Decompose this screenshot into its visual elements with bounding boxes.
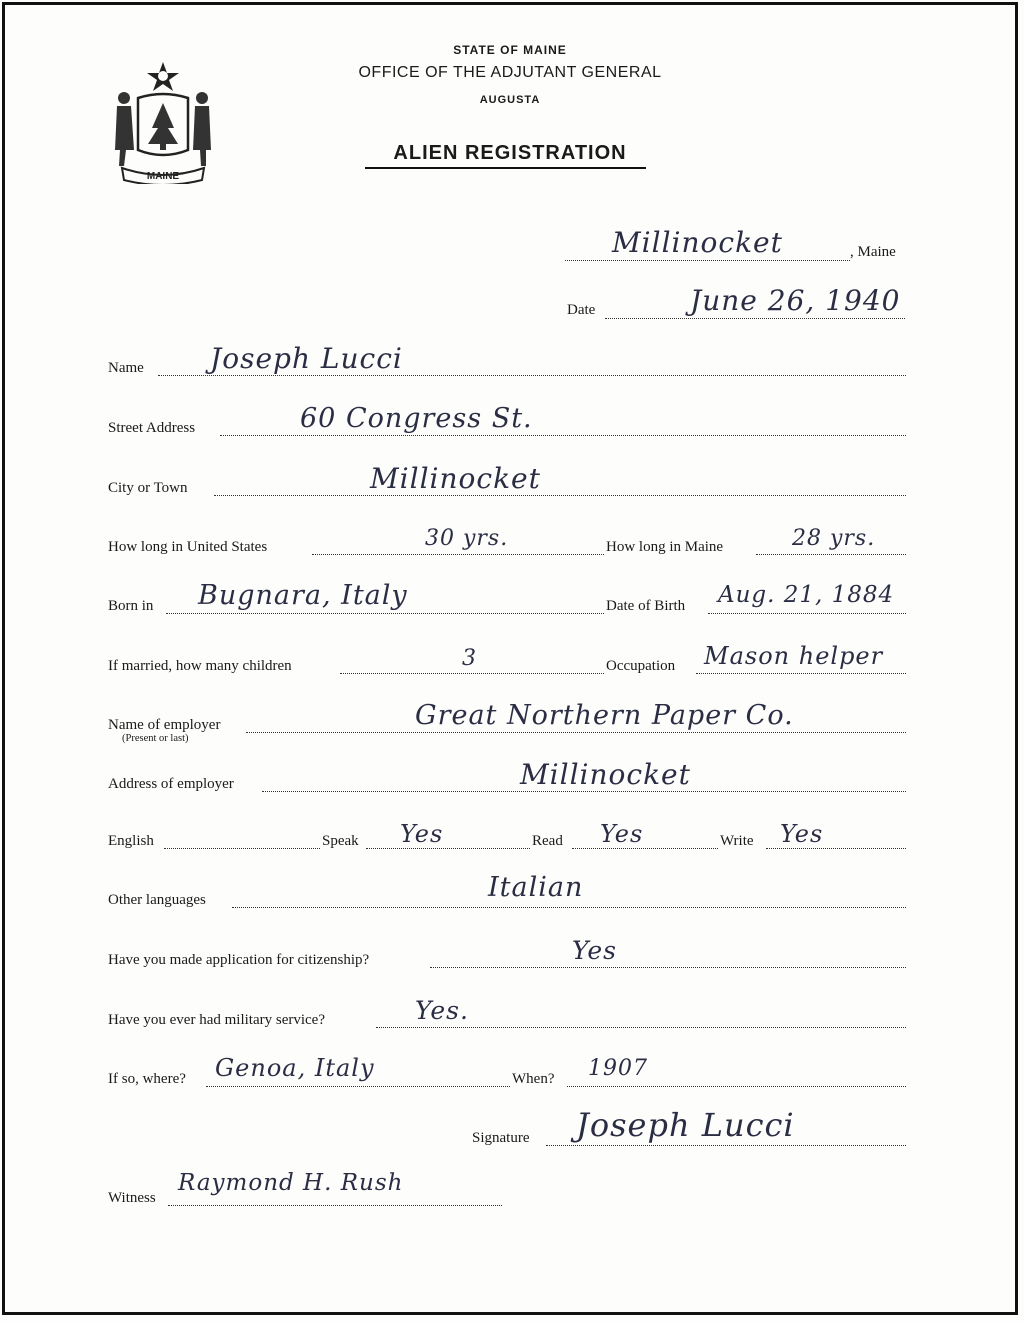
military-field[interactable]: Yes.	[415, 996, 469, 1025]
city-town-line	[214, 495, 906, 496]
born-in-field[interactable]: Bugnara, Italy	[198, 580, 408, 611]
speak-line	[366, 848, 530, 849]
witness-line	[168, 1205, 502, 1206]
citizenship-label: Have you made application for citizenship?	[108, 952, 370, 968]
state-seal-icon	[108, 58, 218, 184]
where-field[interactable]: Genoa, Italy	[215, 1054, 375, 1082]
english-label: English	[108, 833, 154, 849]
date-label: Date	[567, 302, 596, 318]
city-town-field[interactable]: Millinocket	[370, 462, 541, 495]
military-label: Have you ever had military service?	[108, 1012, 325, 1028]
occupation-line	[696, 673, 906, 674]
speak-field[interactable]: Yes	[400, 820, 444, 848]
other-languages-label: Other languages	[108, 892, 206, 908]
name-label: Name	[108, 360, 144, 376]
witness-field[interactable]: Raymond H. Rush	[178, 1170, 404, 1196]
occupation-field[interactable]: Mason helper	[704, 642, 884, 670]
citizenship-field[interactable]: Yes	[572, 936, 617, 965]
date-of-birth-label: Date of Birth	[606, 598, 686, 614]
write-label: Write	[720, 833, 754, 849]
born-in-label: Born in	[108, 598, 154, 614]
employer-field[interactable]: Great Northern Paper Co.	[415, 700, 794, 731]
other-languages-field[interactable]: Italian	[488, 872, 584, 903]
employer-label: Name of employer	[108, 717, 221, 733]
where-line	[206, 1086, 510, 1087]
english-line	[164, 848, 320, 849]
date-of-birth-field[interactable]: Aug. 21, 1884	[718, 582, 895, 608]
how-long-us-line	[312, 554, 604, 555]
street-address-field[interactable]: 60 Congress St.	[300, 403, 533, 434]
occupation-label: Occupation	[606, 658, 676, 674]
signature-line	[546, 1145, 906, 1146]
employer-address-line	[262, 791, 906, 792]
where-label: If so, where?	[108, 1071, 186, 1087]
city-heading: AUGUSTA	[479, 94, 541, 106]
date-of-birth-line	[708, 613, 906, 614]
when-field[interactable]: 1907	[588, 1056, 648, 1081]
employer-line	[246, 732, 906, 733]
signature-field[interactable]: Joseph Lucci	[576, 1106, 795, 1144]
name-line	[158, 375, 906, 376]
date-line	[605, 318, 905, 319]
how-long-us-label: How long in United States	[108, 539, 268, 555]
read-label: Read	[532, 833, 563, 849]
how-long-us-field[interactable]: 30 yrs.	[425, 526, 509, 551]
state-heading: STATE OF MAINE	[453, 43, 567, 57]
title-underline	[365, 167, 646, 169]
employer-address-field[interactable]: Millinocket	[520, 758, 691, 791]
speak-label: Speak	[322, 833, 359, 849]
date-field[interactable]: June 26, 1940	[690, 284, 901, 317]
children-field[interactable]: 3	[462, 646, 477, 671]
children-line	[340, 673, 604, 674]
employer-sublabel: (Present or last)	[122, 733, 189, 744]
street-address-line	[220, 435, 906, 436]
place-line	[565, 260, 850, 261]
seal-banner-text: MAINE	[146, 171, 180, 182]
children-label: If married, how many children	[108, 658, 292, 674]
name-field[interactable]: Joseph Lucci	[210, 342, 403, 375]
how-long-maine-line	[756, 554, 906, 555]
street-address-label: Street Address	[108, 420, 196, 436]
place-field[interactable]: Millinocket	[612, 226, 783, 259]
signature-label: Signature	[472, 1130, 530, 1146]
read-line	[572, 848, 718, 849]
office-heading: OFFICE OF THE ADJUTANT GENERAL	[358, 64, 662, 81]
how-long-maine-label: How long in Maine	[606, 539, 724, 555]
place-suffix: , Maine	[850, 244, 896, 260]
when-line	[567, 1086, 906, 1087]
form-title: ALIEN REGISTRATION	[393, 142, 627, 164]
read-field[interactable]: Yes	[600, 820, 644, 848]
write-line	[766, 848, 906, 849]
how-long-maine-field[interactable]: 28 yrs.	[792, 526, 876, 551]
born-in-line	[166, 613, 604, 614]
employer-address-label: Address of employer	[108, 776, 234, 792]
citizenship-line	[430, 967, 906, 968]
military-line	[376, 1027, 906, 1028]
when-label: When?	[512, 1071, 555, 1087]
witness-label: Witness	[108, 1190, 156, 1206]
write-field[interactable]: Yes	[780, 820, 824, 848]
city-town-label: City or Town	[108, 480, 188, 496]
other-languages-line	[232, 907, 906, 908]
